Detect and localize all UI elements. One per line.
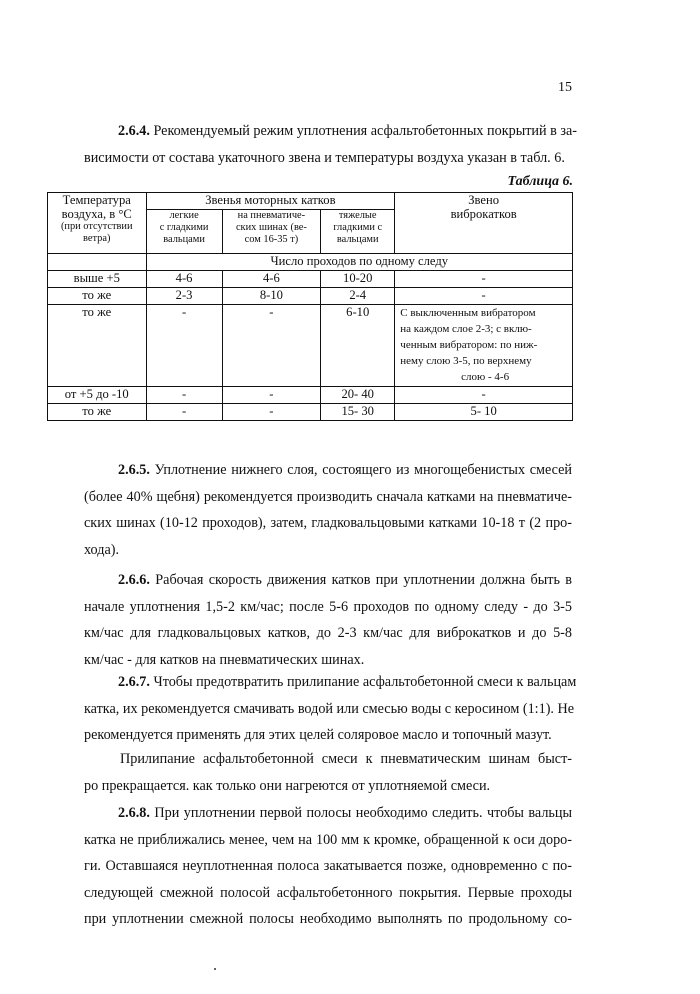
- header-heavy: тяжелые гладкими с вальцами: [321, 210, 395, 254]
- header-light: легкие с гладкими вальцами: [146, 210, 222, 254]
- para-line: ги. Оставшаяся неуплотненная полоса закатывается позже, одновременно с по-: [84, 858, 572, 875]
- table-row: выше +5 4-6 4-6 10-20 -: [48, 271, 573, 288]
- para-line: Чтобы предотвратить прилипание асфальтобетонной смеси к вальцам: [149, 674, 577, 690]
- paragraph-2-6-4: [84, 118, 578, 171]
- para-line: ро прекращается. как только они нагреются от уплотняемой смеси.: [84, 777, 491, 794]
- table-row: то же 2-3 8-10 2-4 -: [48, 288, 573, 305]
- header-temperature: Температура воздуха, в °С (при отсутствии ветра): [48, 193, 147, 254]
- table-row: то же - - 15- 30 5- 10: [48, 404, 573, 421]
- clause-number: 2.6.8.: [118, 805, 150, 821]
- para-line: ских шинах (10-12 проходов), затем, гладковальцовыми катками 10-18 т (2 про-: [84, 515, 572, 532]
- paragraph-adhesion: [84, 746, 572, 799]
- paragraph-2-6-6: [84, 567, 572, 673]
- para-line: км/час - для катков на пневматических шинах.: [84, 651, 365, 668]
- para-line: при уплотнении смежной полосы необходимо выполнять по продольному со-: [84, 911, 572, 928]
- para-line: При уплотнении первой полосы необходимо следить. чтобы вальцы: [149, 805, 572, 821]
- para-line: Прилипание асфальтобетонной смеси к пневматическим шинам быст-: [120, 751, 572, 767]
- para-line: хода).: [84, 541, 120, 558]
- table-row: то же - - 6-10 С выключенным вибратором на каждом слое 2-3; с вклю- ченным вибратором: по ниж- нему слою 3-5, по верхнему слою - 4-6: [48, 305, 573, 387]
- para-line: рекомендуется применять для этих целей соляровое масло и топочный мазут.: [84, 727, 552, 744]
- clause-number: 2.6.4.: [118, 123, 150, 139]
- header-passes: Число проходов по одному следу: [146, 254, 573, 271]
- compaction-table: [47, 192, 573, 421]
- clause-number: 2.6.6.: [118, 572, 150, 588]
- para-line: Уплотнение нижнего слоя, состоящего из многощебенистых смесей: [149, 462, 572, 478]
- para-line: км/час для гладковальцовых катков, до 2-3 км/час для виброкатков и до 5-8: [84, 625, 572, 642]
- paragraph-2-6-7: [84, 669, 577, 749]
- para-line: следующей смежной полосой асфальтобетонного покрытия. Первые проходы: [84, 884, 572, 901]
- para-line: Рекомендуемый режим уплотнения асфальтобетонных покрытий в за-: [149, 123, 578, 139]
- paragraph-2-6-5: [84, 457, 572, 563]
- clause-number: 2.6.5.: [118, 462, 150, 478]
- para-line: висимости от состава укаточного звена и температуры воздуха указан в табл. 6.: [84, 149, 565, 166]
- header-vibro: Звено виброкатков: [395, 193, 573, 254]
- table-caption: Таблица 6.: [507, 174, 573, 189]
- page-number: 15: [558, 80, 572, 95]
- para-line: катка, их рекомендуется смачивать водой или смесью воды с керосином (1:1). Не: [84, 700, 575, 717]
- scan-speck: [214, 968, 216, 970]
- para-line: катка не приближались менее, чем на 100 мм к кромке, обращенной к оси доро-: [84, 831, 572, 848]
- para-line: начале уплотнения 1,5-2 км/час; после 5-6 проходов по одному следу - до 3-5: [84, 598, 572, 615]
- para-line: Рабочая скорость движения катков при уплотнении должна быть в: [149, 572, 572, 588]
- header-pneumatic: на пневматиче- ских шинах (ве- сом 16-35 т): [222, 210, 321, 254]
- header-motor-group: Звенья моторных катков: [146, 193, 395, 210]
- para-line: (более 40% щебня) рекомендуется производить сначала катками на пневматиче-: [84, 488, 572, 505]
- clause-number: 2.6.7.: [118, 674, 150, 690]
- table-row: от +5 до -10 - - 20- 40 -: [48, 387, 573, 404]
- paragraph-2-6-8: [84, 800, 572, 933]
- vibro-note: С выключенным вибратором на каждом слое 2-3; с вклю- ченным вибратором: по ниж- нему слою 3-5, по верхнему слою - 4-6: [395, 305, 573, 387]
